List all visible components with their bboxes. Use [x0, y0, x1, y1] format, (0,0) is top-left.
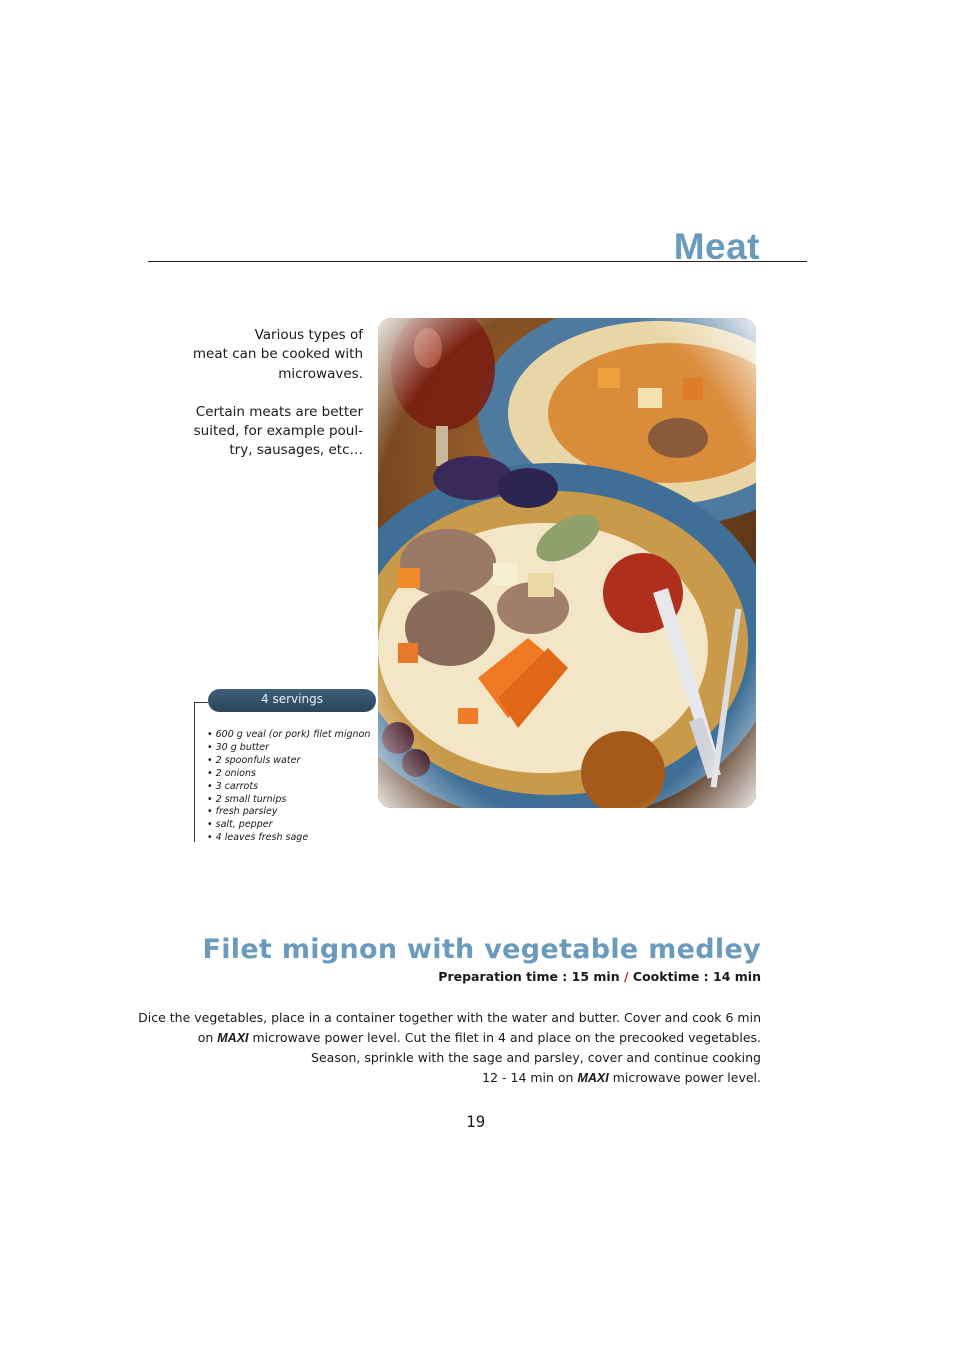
- intro-paragraph-2: [180, 403, 363, 461]
- instruction-text: microwave power level. Cut the filet in 4 and place on the precooked vegetables.: [252, 1029, 761, 1045]
- instruction-line: Dice the vegetables, place in a container together with the water and butter. Cover and cook 6 min: [138, 1010, 761, 1025]
- instruction-line: [138, 1028, 761, 1049]
- food-photo-illustration: [378, 318, 756, 808]
- ingredient-item: • 2 onions: [207, 768, 370, 781]
- intro-line: microwaves.: [278, 365, 363, 382]
- intro-line: try, sausages, etc…: [229, 442, 363, 459]
- instruction-line: Season, sprinkle with the sage and parsley, cover and continue cooking: [311, 1050, 761, 1065]
- intro-text: [180, 326, 363, 480]
- intro-line: Various types of: [254, 327, 363, 343]
- page-number: 19: [466, 1112, 486, 1131]
- ingredient-item: • 4 leaves fresh sage: [207, 832, 370, 845]
- servings-badge: 4 servings: [208, 689, 376, 712]
- recipe-times: [438, 969, 761, 984]
- maxi-label: MAXI: [577, 1070, 609, 1085]
- ingredients-bracket-top: [194, 702, 208, 703]
- cook-time: Cooktime : 14 min: [632, 969, 761, 984]
- section-title: Meat: [673, 226, 760, 267]
- food-photo: [378, 318, 756, 808]
- ingredient-item: • 30 g butter: [207, 742, 370, 755]
- recipe-instructions: [138, 1008, 761, 1088]
- ingredient-item: • 600 g veal (or pork) filet mignon: [207, 729, 370, 742]
- recipe-title: Filet mignon with vegetable medley: [202, 934, 761, 965]
- instruction-text: 12 - 14 min on: [482, 1069, 574, 1085]
- intro-line: suited, for example poul-: [193, 423, 363, 440]
- title-divider: [148, 261, 807, 262]
- ingredient-list: [207, 729, 370, 845]
- intro-line: meat can be cooked with: [192, 346, 363, 363]
- instruction-text: microwave power level.: [612, 1069, 761, 1085]
- ingredient-item: • 3 carrots: [207, 781, 370, 794]
- ingredient-item: • salt, pepper: [207, 819, 370, 832]
- ingredient-item: • fresh parsley: [207, 806, 370, 819]
- prep-time: Preparation time : 15 min: [438, 969, 620, 984]
- ingredients-bracket: [194, 702, 195, 842]
- ingredient-item: • 2 small turnips: [207, 794, 370, 807]
- instruction-line: [138, 1068, 761, 1089]
- maxi-label: MAXI: [217, 1030, 249, 1045]
- ingredient-item: • 2 spoonfuls water: [207, 755, 370, 768]
- intro-line: Certain meats are better: [195, 403, 363, 420]
- intro-paragraph-1: [180, 326, 363, 384]
- instruction-text: on: [197, 1029, 214, 1045]
- time-separator: /: [623, 969, 629, 984]
